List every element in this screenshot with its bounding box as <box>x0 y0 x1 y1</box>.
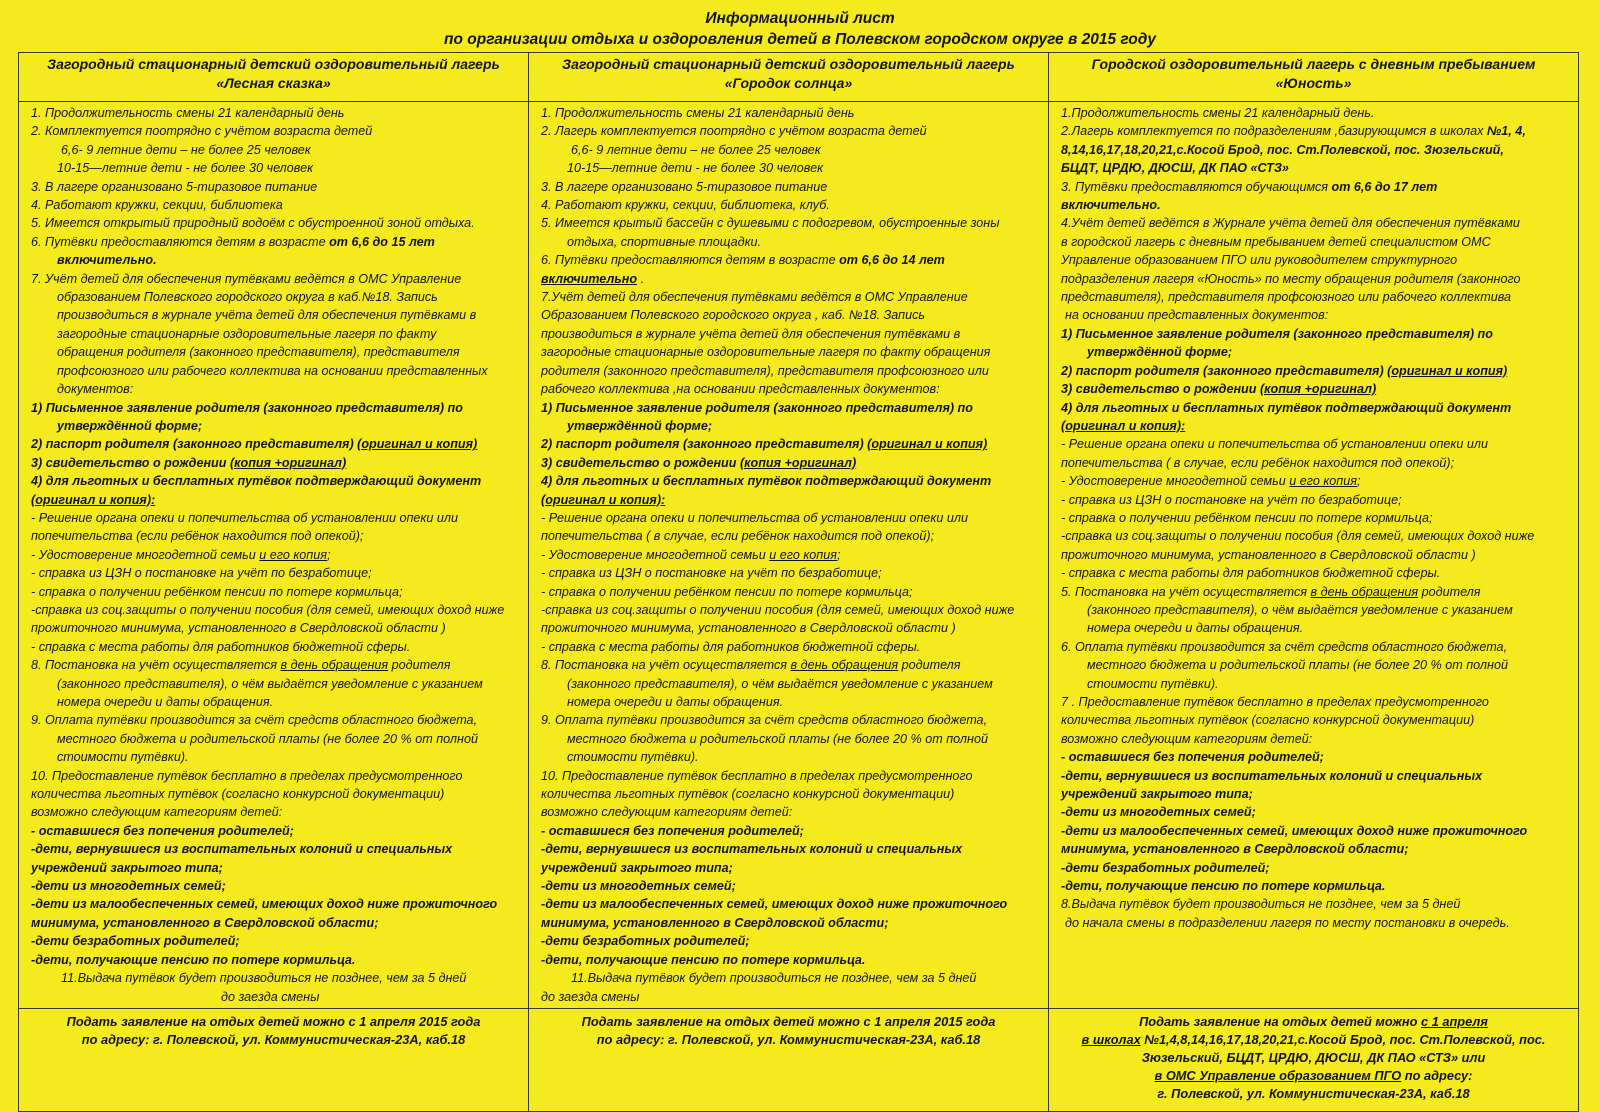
text-line: -дети безработных родителей; <box>1061 860 1270 875</box>
text-line: 3) свидетельство о рождении (копия +оригинал) <box>541 455 857 470</box>
text-line: производиться в журнале учёта детей для обеспечения путёвками в <box>541 326 961 341</box>
text-line: 1. Продолжительность смены 21 календарный день <box>541 106 855 120</box>
heading-gorodok-solntsa: Загородный стационарный детский оздоровительный лагерь «Городок солнца» <box>529 53 1049 102</box>
text-line: учреждений закрытого типа; <box>31 860 223 875</box>
text-line: 6. Путёвки предоставляются детям в возрасте от 6,6 до 14 лет <box>541 253 945 268</box>
text-line: местного бюджета и родительской платы (не более 20 % от полной <box>567 731 988 746</box>
text-line: -дети, вернувшиеся из воспитательных колоний и специальных <box>31 842 453 857</box>
text-line: родителя (законного представителя), представителя профсоюзного или <box>541 363 989 378</box>
text-line: 4.Учёт детей ведётся в Журнале учёта детей для обеспечения путёвками <box>1061 216 1520 231</box>
text-line: - оставшиеся без попечения родителей; <box>31 823 294 838</box>
text-line: 6. Оплата путёвки производится за счёт средств областного бюджета, <box>1061 639 1508 654</box>
text-line: 4. Работают кружки, секции, библиотека <box>31 198 283 213</box>
text-line: включительно. <box>1061 198 1161 213</box>
text-line: 1.Продолжительность смены 21 календарный день. <box>1061 106 1375 120</box>
text-line: 6. Путёвки предоставляются детям в возрасте от 6,6 до 15 лет <box>31 234 435 249</box>
text-line: количества льготных путёвок (согласно конкурсной документации) <box>31 787 445 802</box>
text-line: местного бюджета и родительской платы (не более 20 % от полной <box>57 731 478 746</box>
text-line: образованием Полевского городского округа в каб.№18. Запись <box>57 290 438 305</box>
text-line: Образованием Полевского городского округа , каб. №18. Запись <box>541 308 926 323</box>
text-line: -дети из многодетных семей; <box>541 879 736 894</box>
text-line: (законного представителя), о чём выдаётся уведомление с указанием <box>1087 602 1513 617</box>
text-line: 11.Выдача путёвок будет производиться не позднее, чем за 5 дней <box>61 971 467 986</box>
text-line: представителя), представителя профсоюзного или рабочего коллектива <box>1061 290 1512 305</box>
text-line: 1. Продолжительность смены 21 календарный день <box>31 106 345 120</box>
text-line: документов: <box>57 382 134 397</box>
text-line: - Решение органа опеки и попечительства об установлении опеки или <box>541 510 968 525</box>
text-line: стоимости путёвки). <box>567 750 699 765</box>
footer-lesnaya-skazka: Подать заявление на отдых детей можно с 1 апреля 2015 года по адресу: г. Полевской, ул. Коммунистическая-23А, каб.18 <box>19 1008 529 1111</box>
text-line: номера очереди и даты обращения. <box>567 695 784 709</box>
text-line: - оставшиеся без попечения родителей; <box>1061 750 1324 765</box>
text-line: -дети из многодетных семей; <box>1061 805 1256 820</box>
text-line: 10. Предоставление путёвок бесплатно в пределах предусмотренного <box>31 768 463 783</box>
text-line: профсоюзного или рабочего коллектива на основании представленных <box>57 363 488 378</box>
text-line: 2) паспорт родителя (законного представителя) (оригинал и копия) <box>31 437 478 452</box>
column-gorodok-solntsa <box>529 102 1049 1009</box>
footer-yunost: Подать заявление на отдых детей можно с 1 апреля в школах №1,4,8,14,16,17,18,20,21,с.Косой Брод, пос. Ст.Полевской, пос. Зюзельский, БЦДТ, ЦРДЮ, ДЮСШ, ДК ПАО «СТЗ» или в ОМС Управление образованием ПГО по адресу: г. Полевской, ул. Коммунистическая-23А, каб.18 <box>1049 1008 1579 1111</box>
text-line: -дети безработных родителей; <box>541 934 750 949</box>
text-line: обращения родителя (законного представителя), представителя <box>57 345 460 360</box>
text-line: загородные стационарные оздоровительные лагеря по факту <box>57 326 437 341</box>
text-line: 8,14,16,17,18,20,21,с.Косой Брод, пос. Ст.Полевской, пос. Зюзельский, <box>1061 142 1504 157</box>
text-line: 6,6- 9 летние дети – не более 25 человек <box>61 142 311 157</box>
text-line: 9. Оплата путёвки производится за счёт средств областного бюджета, <box>31 713 478 728</box>
text-line: минимума, установленного в Свердловской области; <box>31 915 379 930</box>
text-line: -дети из многодетных семей; <box>31 879 226 894</box>
text-line: -справка из соц.защиты о получении пособия (для семей, имеющих доход ниже <box>31 602 505 617</box>
text-line: 9. Оплата путёвки производится за счёт средств областного бюджета, <box>541 713 988 728</box>
text-line: 6,6- 9 летние дети – не более 25 человек <box>571 142 821 157</box>
text-line: отдыха, спортивные площадки. <box>567 234 762 249</box>
text-line: 2. Комплектуется поотрядно с учётом возраста детей <box>31 124 373 139</box>
text-line: (законного представителя), о чём выдаётся уведомление с указанием <box>57 676 483 691</box>
column-lesnaya-skazka <box>19 102 529 1009</box>
column-yunost <box>1049 102 1579 1009</box>
text-line: - справка с места работы для работников бюджетной сферы. <box>1061 566 1441 581</box>
text-line: - Решение органа опеки и попечительства об установлении опеки или <box>1061 437 1488 452</box>
text-line: 10. Предоставление путёвок бесплатно в пределах предусмотренного <box>541 768 973 783</box>
text-line: стоимости путёвки). <box>1087 676 1219 691</box>
text-line: утверждённой форме; <box>57 418 203 433</box>
text-line: минимума, установленного в Свердловской области; <box>541 915 889 930</box>
title-line-2: по организации отдыха и оздоровления детей в Полевском городском округе в 2015 году <box>444 31 1156 48</box>
header-row <box>19 53 1579 102</box>
footer-gorodok-solntsa: Подать заявление на отдых детей можно с 1 апреля 2015 года по адресу: г. Полевской, ул. Коммунистическая-23А, каб.18 <box>529 1008 1049 1111</box>
text-line: попечительства ( в случае, если ребёнок находится под опекой); <box>1061 455 1455 470</box>
text-line: 7 . Предоставление путёвок бесплатно в пределах предусмотренного <box>1061 695 1489 709</box>
text-line: утверждённой форме; <box>1087 345 1233 360</box>
footer-row <box>19 1008 1579 1111</box>
text-line: 2.Лагерь комплектуется по подразделениям ,базирующимся в школах №1, 4, <box>1061 124 1526 139</box>
text-line: загородные стационарные оздоровительные лагеря по факту обращения <box>541 345 991 360</box>
text-line: 5. Имеется открытый природный водоём с обустроенной зоной отдыха. <box>31 216 475 231</box>
text-line: 2. Лагерь комплектуется поотрядно с учётом возраста детей <box>541 124 927 139</box>
text-line: (оригинал и копия): <box>541 492 666 507</box>
text-line: БЦДТ, ЦРДЮ, ДЮСШ, ДК ПАО «СТЗ» <box>1061 161 1289 176</box>
text-line: до заезда смены <box>221 989 320 1004</box>
text-line: 1) Письменное заявление родителя (законного представителя) по <box>1061 326 1493 341</box>
text-line: 5. Постановка на учёт осуществляется в день обращения родителя <box>1061 584 1481 599</box>
text-line: номера очереди и даты обращения. <box>1087 621 1304 636</box>
text-line: включительно . <box>541 271 645 286</box>
text-line: - оставшиеся без попечения родителей; <box>541 823 804 838</box>
text-line: прожиточного минимума, установленного в Свердловской области ) <box>31 621 446 636</box>
text-line: -справка из соц.защиты о получении пособия (для семей, имеющих доход ниже <box>1061 529 1535 544</box>
text-line: количества льготных путёвок (согласно конкурсной документации) <box>1061 713 1475 728</box>
text-line: - Решение органа опеки и попечительства об установлении опеки или <box>31 510 458 525</box>
text-line: подразделения лагеря «Юность» по месту обращения родителя (законного <box>1061 271 1521 286</box>
text-line: 5. Имеется крытый бассейн с душевыми с подогревом, обустроенные зоны <box>541 216 1000 231</box>
text-line: 7.Учёт детей для обеспечения путёвками ведётся в ОМС Управление <box>541 290 968 305</box>
text-line: - Удостоверение многодетной семьи и его копия; <box>1061 474 1361 489</box>
text-line: возможно следующим категориям детей: <box>541 805 793 820</box>
text-line: -дети, вернувшиеся из воспитательных колоний и специальных <box>541 842 963 857</box>
title-line-1: Информационный лист <box>705 10 895 27</box>
text-line: -дети, вернувшиеся из воспитательных колоний и специальных <box>1061 768 1483 783</box>
text-line: - справка из ЦЗН о постановке на учёт по безработице; <box>31 566 372 581</box>
document-title <box>0 8 1600 50</box>
text-line: - справка о получении ребёнком пенсии по потере кормильца; <box>541 584 913 599</box>
text-line: включительно. <box>57 253 157 268</box>
text-line: местного бюджета и родительской платы (не более 20 % от полной <box>1087 658 1508 673</box>
text-line: производиться в журнале учёта детей для обеспечения путёвками в <box>57 308 477 323</box>
text-line: возможно следующим категориям детей: <box>1061 731 1313 746</box>
text-line: -дети, получающие пенсию по потере кормильца. <box>1061 879 1386 894</box>
text-line: 2) паспорт родителя (законного представителя) (оригинал и копия) <box>541 437 988 452</box>
text-line: (законного представителя), о чём выдаётся уведомление с указанием <box>567 676 993 691</box>
text-line: стоимости путёвки). <box>57 750 189 765</box>
text-line: учреждений закрытого типа; <box>541 860 733 875</box>
text-line: в городской лагерь с дневным пребыванием детей специалистом ОМС <box>1061 234 1491 249</box>
text-line: 3) свидетельство о рождении (копия +оригинал) <box>1061 382 1377 397</box>
text-line: до заезда смены <box>541 989 640 1004</box>
text-line: на основании представленных документов: <box>1065 308 1329 323</box>
heading-lesnaya-skazka: Загородный стационарный детский оздоровительный лагерь «Лесная сказка» <box>19 53 529 102</box>
text-line: 8.Выдача путёвок будет производиться не позднее, чем за 5 дней <box>1061 897 1461 912</box>
text-line: 4) для льготных и бесплатных путёвок подтверждающий документ <box>541 474 992 489</box>
text-line: номера очереди и даты обращения. <box>57 695 274 709</box>
text-line: 3. Путёвки предоставляются обучающимся от 6,6 до 17 лет <box>1061 179 1438 194</box>
text-line: - Удостоверение многодетной семьи и его копия; <box>31 547 331 562</box>
text-line: Управление образованием ПГО или руководителем структурного <box>1061 253 1458 268</box>
text-line: 4) для льготных и бесплатных путёвок подтверждающий документ <box>31 474 482 489</box>
text-line: утверждённой форме; <box>567 418 713 433</box>
text-line: до начала смены в подразделении лагеря по месту постановки в очередь. <box>1065 915 1510 930</box>
text-line: рабочего коллектива ,на основании представленных документов: <box>541 382 940 397</box>
text-line: возможно следующим категориям детей: <box>31 805 283 820</box>
text-line: количества льготных путёвок (согласно конкурсной документации) <box>541 787 955 802</box>
text-line: 4) для льготных и бесплатных путёвок подтверждающий документ <box>1061 400 1512 415</box>
text-line: 3. В лагере организовано 5-тиразовое питание <box>541 179 828 194</box>
text-line: - справка из ЦЗН о постановке на учёт по безработице; <box>541 566 882 581</box>
text-line: - справка о получении ребёнком пенсии по потере кормильца; <box>31 584 403 599</box>
text-line: -справка из соц.защиты о получении пособия (для семей, имеющих доход ниже <box>541 602 1015 617</box>
text-line: прожиточного минимума, установленного в Свердловской области ) <box>1061 547 1476 562</box>
text-line: - справка с места работы для работников бюджетной сферы. <box>31 639 411 654</box>
text-line: попечительства ( в случае, если ребёнок находится под опекой); <box>541 529 935 544</box>
text-line: -дети, получающие пенсию по потере кормильца. <box>31 952 356 967</box>
text-line: -дети безработных родителей; <box>31 934 240 949</box>
text-line: 1) Письменное заявление родителя (законного представителя) по <box>31 400 463 415</box>
text-line: 2) паспорт родителя (законного представителя) (оригинал и копия) <box>1061 363 1508 378</box>
text-line: -дети из малообеспеченных семей, имеющих доход ниже прожиточного <box>541 897 1008 912</box>
text-line: 1) Письменное заявление родителя (законного представителя) по <box>541 400 973 415</box>
info-table <box>18 52 1579 1112</box>
text-line: 10-15—летние дети - не более 30 человек <box>567 161 824 176</box>
text-line: 3) свидетельство о рождении (копия +оригинал) <box>31 455 347 470</box>
text-line: 11.Выдача путёвок будет производиться не позднее, чем за 5 дней <box>571 971 977 986</box>
text-line: учреждений закрытого типа; <box>1061 787 1253 802</box>
text-line: 3. В лагере организовано 5-тиразовое питание <box>31 179 318 194</box>
text-line: (оригинал и копия): <box>31 492 156 507</box>
text-line: - Удостоверение многодетной семьи и его копия; <box>541 547 841 562</box>
text-line: - справка о получении ребёнком пенсии по потере кормильца; <box>1061 510 1433 525</box>
text-line: 10-15—летние дети - не более 30 человек <box>57 161 314 176</box>
text-line: минимума, установленного в Свердловской области; <box>1061 842 1409 857</box>
text-line: 4. Работают кружки, секции, библиотека, клуб. <box>541 198 830 213</box>
text-line: -дети, получающие пенсию по потере кормильца. <box>541 952 866 967</box>
text-line: -дети из малообеспеченных семей, имеющих доход ниже прожиточного <box>1061 823 1528 838</box>
text-line: -дети из малообеспеченных семей, имеющих доход ниже прожиточного <box>31 897 498 912</box>
text-line: 7. Учёт детей для обеспечения путёвками ведётся в ОМС Управление <box>31 271 462 286</box>
text-line: 8. Постановка на учёт осуществляется в день обращения родителя <box>31 658 451 673</box>
text-line: попечительства (если ребёнок находится под опекой); <box>31 529 364 544</box>
text-line: прожиточного минимума, установленного в Свердловской области ) <box>541 621 956 636</box>
text-line: (оригинал и копия): <box>1061 418 1186 433</box>
text-line: - справка с места работы для работников бюджетной сферы. <box>541 639 921 654</box>
text-line: 8. Постановка на учёт осуществляется в день обращения родителя <box>541 658 961 673</box>
body-row <box>19 102 1579 1009</box>
text-line: - справка из ЦЗН о постановке на учёт по безработице; <box>1061 492 1402 507</box>
heading-yunost: Городской оздоровительный лагерь с дневным пребыванием «Юность» <box>1049 53 1579 102</box>
